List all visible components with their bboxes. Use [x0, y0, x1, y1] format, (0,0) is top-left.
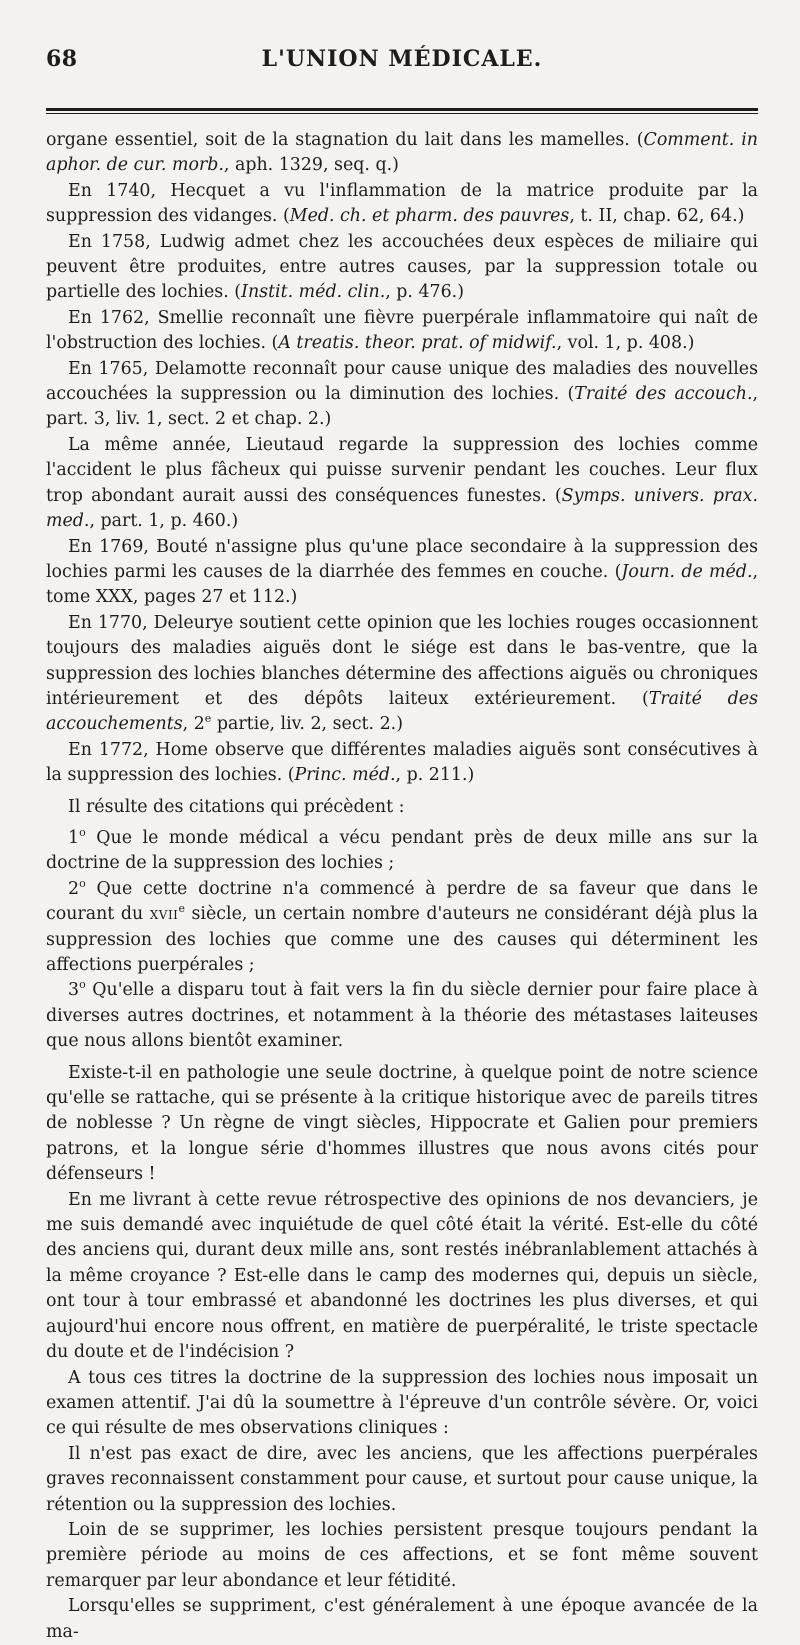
running-head — [46, 40, 758, 80]
text-run: 3 — [68, 980, 80, 1001]
paragraph — [46, 1518, 758, 1594]
page-number: 68 — [46, 46, 78, 72]
body-text — [46, 128, 758, 1645]
text-run: En 1740, Hecquet a vu l'inflammation de la matrice produite par la suppression des vidanges. ( — [46, 180, 758, 227]
superscript: o — [79, 876, 86, 890]
text-run: La même année, Lieutaud regarde la suppression des lochies comme l'accident le plus fâcheux qui puisse survenir pendant les couches. Leur flux trop abondant aurait aussi des conséquences funestes. ( — [46, 434, 758, 506]
paragraph — [46, 128, 758, 179]
paragraph — [46, 1061, 758, 1188]
text-run: En 1758, Ludwig admet chez les accouchées deux espèces de miliaire qui peuvent être produites, entre autres causes, par la suppression totale ou partielle des lochies. ( — [46, 231, 758, 303]
paragraph — [46, 1188, 758, 1366]
superscript: o — [79, 826, 86, 840]
paragraph — [46, 1442, 758, 1518]
citation-title: Med. ch. et pharm. des pauvres — [289, 206, 570, 227]
superscript: o — [79, 978, 86, 992]
superscript: e — [204, 712, 212, 726]
text-run: 2 — [68, 878, 80, 899]
paragraph — [46, 978, 758, 1054]
text-run: partie, liv. 2, sect. 2.) — [211, 714, 403, 735]
text-run: Il n'est pas exact de dire, avec les anciens, que les affections puerpérales graves reconnaissent constamment pour cause, et surtout pour cause unique, la rétention ou la suppression des lochies. — [46, 1443, 758, 1515]
text-run: 1 — [68, 827, 80, 848]
text-run: Il résulte des citations qui précèdent : — [68, 796, 405, 817]
century-numeral: xvii — [149, 904, 179, 925]
paragraph — [46, 877, 758, 979]
text-run: , part. 3, liv. 1, sect. 2 et chap. 2.) — [46, 384, 759, 430]
text-run: siècle, un certain nombre d'auteurs ne considérant déjà plus la suppression des lochies que comme une des causes qui déterminent les affections puerpérales ; — [46, 904, 758, 975]
header-rule-thin — [46, 113, 758, 114]
text-run: Qu'elle a disparu tout à fait vers la fin du siècle dernier pour faire place à diverses autres doctrines, et notamment à la théorie des métastases laiteuses que nous allons bientôt examiner. — [46, 980, 758, 1052]
paragraph — [46, 1366, 758, 1442]
paragraph — [46, 1594, 758, 1645]
text-run: Lorsqu'elles se suppriment, c'est généralement à une époque avancée de la ma- — [46, 1596, 758, 1642]
citation-title: Princ. méd. — [294, 765, 396, 786]
text-run: , aph. 1329, seq. q.) — [223, 155, 399, 176]
text-run: , tome XXX, pages 27 et 112.) — [46, 561, 758, 608]
paragraph — [46, 826, 758, 877]
text-run: , t. II, chap. 62, 64.) — [569, 206, 745, 227]
citation-title: Comment. in aphor. de cur. morb. — [46, 130, 758, 176]
text-run: organe essentiel, soit de la stagnation du lait dans les mamelles. ( — [46, 130, 644, 150]
citation-title: Symps. univers. prax. med. — [46, 485, 758, 532]
text-run: A tous ces titres la doctrine de la suppression des lochies nous imposait un examen attentif. J'ai dû la soumettre à l'épreuve d'un contrôle sévère. Or, voici ce qui résulte de mes observations cliniques : — [46, 1367, 758, 1439]
paragraph — [46, 357, 758, 433]
text-run: , p. 211.) — [395, 765, 475, 786]
text-run: En 1769, Bouté n'assigne plus qu'une place secondaire à la suppression des lochies parmi les causes de la diarrhée des femmes en couche. ( — [46, 536, 758, 582]
citation-title: Journ. de méd. — [621, 561, 753, 582]
paragraph — [46, 795, 758, 820]
text-run: Existe-t-il en pathologie une seule doctrine, à quelque point de notre science qu'elle se rattache, qui se présente à la critique historique avec de pareils titres de noblesse ? Un règne de vingt siècles, Hippocrate et Galien pour premiers patrons, et la longue série d'hommes illustres que nous avons cités pour défenseurs ! — [46, 1062, 758, 1185]
paragraph — [46, 230, 758, 306]
paragraph — [46, 179, 758, 230]
text-run: Que le monde médical a vécu pendant près de deux mille ans sur la doctrine de la suppression des lochies ; — [46, 827, 758, 874]
citation-title: Traité des accouchements — [46, 688, 758, 735]
text-run: Loin de se supprimer, les lochies persistent presque toujours pendant la première période au moins de ces affections, et se font même souvent remarquer par leur abondance et leur fétidité. — [46, 1519, 758, 1591]
text-run: , p. 476.) — [385, 282, 464, 303]
citation-title: A treatis. theor. prat. of midwif. — [278, 333, 557, 354]
text-run: Que cette doctrine n'a commencé à perdre de sa faveur que dans le courant du — [46, 878, 758, 925]
paragraph — [46, 433, 758, 535]
text-run: , part. 1, p. 460.) — [89, 511, 239, 532]
paragraph — [46, 535, 758, 611]
header-rule-thick — [46, 108, 758, 111]
text-run: En 1762, Smellie reconnaît une fièvre puerpérale inflammatoire qui naît de l'obstruction des lochies. ( — [46, 307, 758, 354]
journal-title: L'UNION MÉDICALE. — [261, 46, 543, 72]
text-run: , vol. 1, p. 408.) — [556, 333, 695, 354]
text-run: En me livrant à cette revue rétrospective des opinions de nos devanciers, je me suis demandé avec inquiétude de quel côté était la vérité. Est-elle du côté des anciens qui, durant deux mille ans, sont restés inébranlablement attachés à la même croyance ? Est-elle dans le camp des modernes qui, depuis un siècle, ont tour à tour embrassé et abandonné les doctrines les plus diverses, et qui aujourd'hui encore nous offrent, en matière de puerpéralité, le triste spectacle du doute et de l'indécision ? — [46, 1189, 758, 1363]
text-run: , 2 — [182, 714, 205, 735]
paragraph — [46, 306, 758, 357]
paragraph — [46, 611, 758, 738]
text-run: En 1770, Deleurye soutient cette opinion que les lochies rouges occasionnent toujours des maladies aiguës dont le siége est dans le bas-ventre, que la suppression des lochies blanches détermine des affections aiguës ou chroniques intérieurement et des dépôts laiteux extérieurement. ( — [46, 612, 758, 709]
superscript: e — [178, 902, 185, 916]
citation-title: Traité des accouch. — [574, 384, 753, 405]
paragraph — [46, 738, 758, 789]
text-run: En 1765, Delamotte reconnaît pour cause unique des maladies des nouvelles accouchées la suppression ou la diminution des lochies. ( — [46, 358, 758, 405]
citation-title: Instit. méd. clin. — [241, 282, 386, 303]
text-run: En 1772, Home observe que différentes maladies aiguës sont consécutives à la suppression des lochies. ( — [46, 739, 758, 786]
